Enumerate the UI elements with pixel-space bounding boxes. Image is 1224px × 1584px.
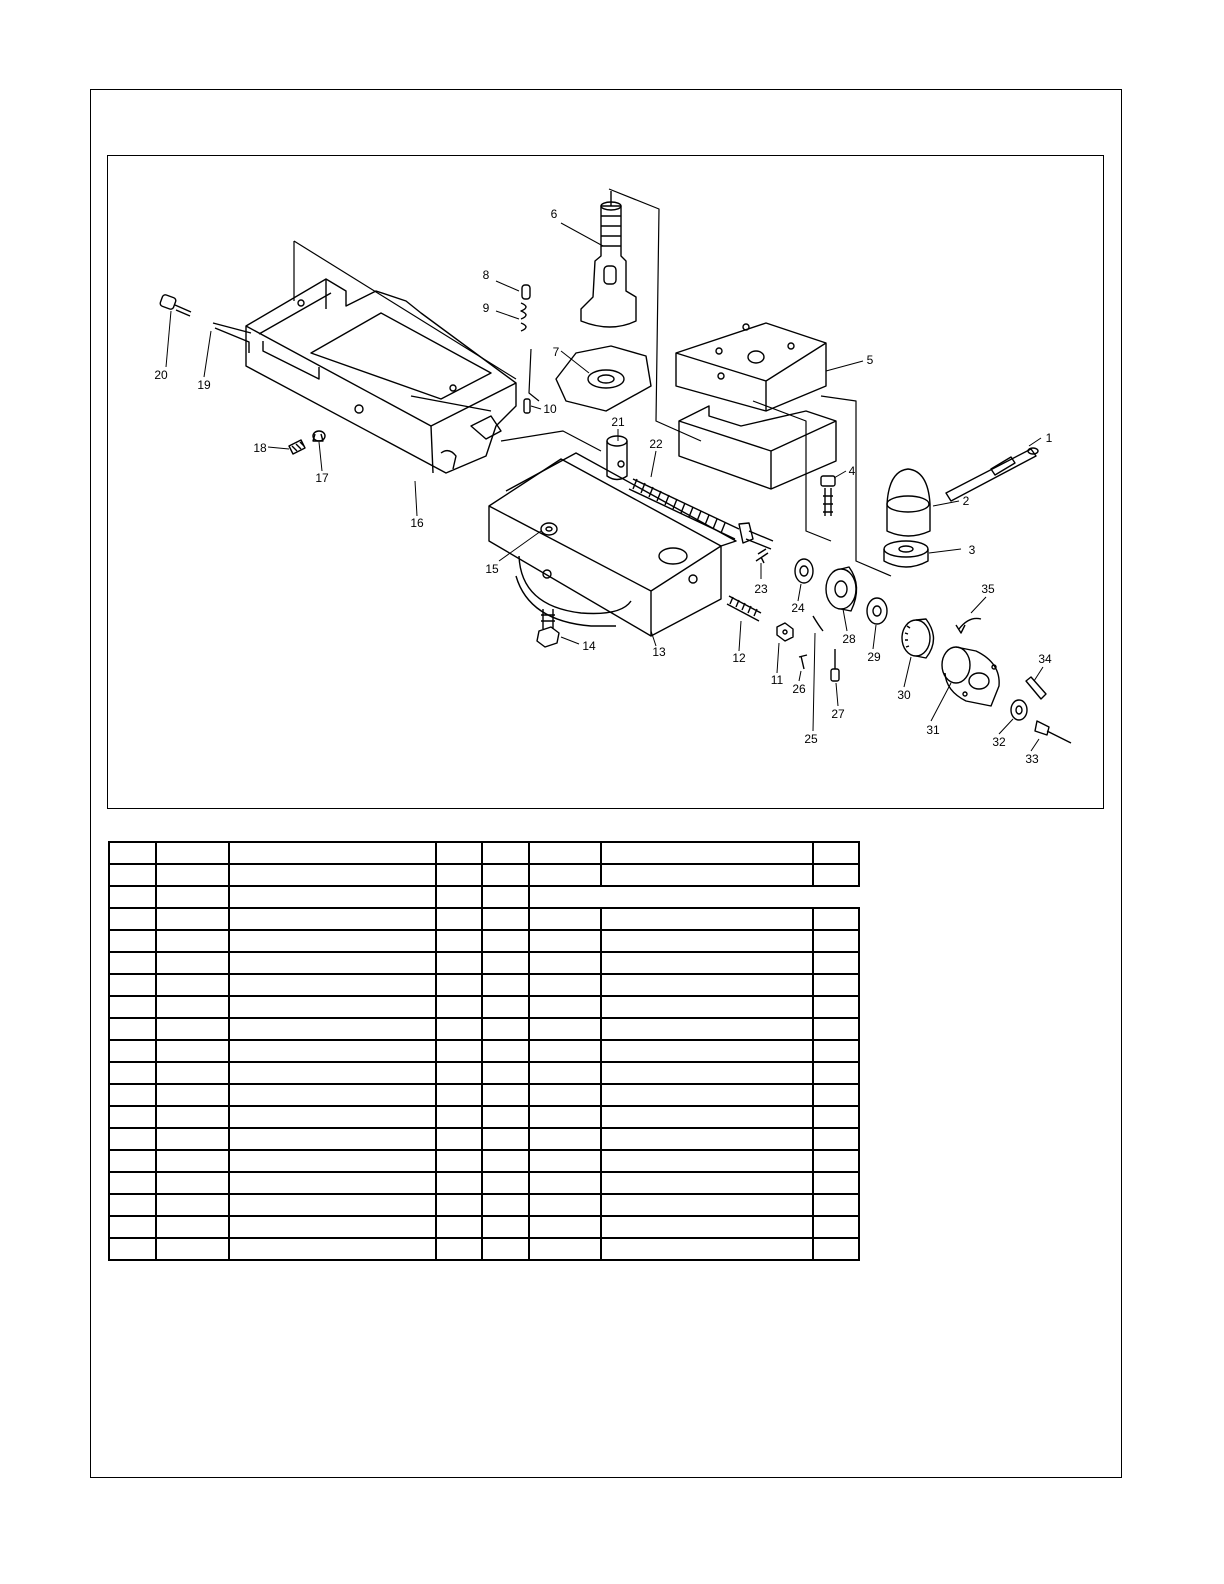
callout-20: 20 (154, 368, 168, 382)
table-cell (436, 886, 482, 908)
table-cell (482, 974, 529, 996)
table-cell (109, 1150, 156, 1172)
part-32-washer (1011, 700, 1027, 720)
table-cell (156, 908, 229, 930)
table-cell (482, 1040, 529, 1062)
table-row (109, 908, 859, 930)
table-row (109, 952, 859, 974)
table-cell (601, 1128, 813, 1150)
table-cell (436, 1040, 482, 1062)
table-cell (109, 1172, 156, 1194)
table-cell (229, 1040, 436, 1062)
table-cell (109, 864, 156, 886)
table-cell (813, 1128, 859, 1150)
table-cell (601, 1062, 813, 1084)
table-cell (156, 1106, 229, 1128)
table-cell (156, 1194, 229, 1216)
table-cell (813, 842, 859, 864)
table-cell (482, 996, 529, 1018)
table-cell (482, 886, 529, 908)
table-cell (109, 996, 156, 1018)
part-20-cap-screw (159, 294, 191, 316)
table-cell (529, 1216, 601, 1238)
table-cell (156, 1172, 229, 1194)
callout-34: 34 (1038, 652, 1052, 666)
table-cell (109, 1128, 156, 1150)
table-cell (156, 1062, 229, 1084)
table-cell (156, 864, 229, 886)
table-cell (156, 952, 229, 974)
part-22-leadscrew (629, 479, 773, 549)
callout-3: 3 (968, 543, 976, 557)
table-cell (601, 908, 813, 930)
table-cell (482, 908, 529, 930)
callout-10: 10 (543, 402, 557, 416)
callout-32: 32 (992, 735, 1006, 749)
table-row (109, 996, 859, 1018)
table-cell (229, 1128, 436, 1150)
table-cell (156, 1018, 229, 1040)
table-cell (156, 1238, 229, 1260)
callout-1: 1 (1045, 431, 1053, 445)
table-cell (436, 1194, 482, 1216)
table-cell (529, 842, 601, 864)
table-cell (529, 1040, 601, 1062)
table-cell (229, 886, 436, 908)
table-row (109, 1018, 859, 1040)
part-21-pin (607, 436, 627, 480)
callout-9: 9 (482, 301, 490, 315)
table-cell (156, 1084, 229, 1106)
table-cell (601, 1040, 813, 1062)
table-cell (229, 1238, 436, 1260)
part-1-handle (946, 448, 1038, 501)
part-15-nut (541, 523, 557, 535)
table-cell (229, 1172, 436, 1194)
table-cell (229, 1062, 436, 1084)
table-cell (482, 930, 529, 952)
part-8-9-pin-spring (521, 285, 530, 413)
table-cell (601, 1150, 813, 1172)
table-row (109, 886, 859, 908)
table-cell (529, 1106, 601, 1128)
table-cell (601, 886, 813, 908)
part-13-cross-slide (489, 453, 736, 636)
table-cell (813, 864, 859, 886)
table-cell (229, 1216, 436, 1238)
callout-6: 6 (550, 207, 558, 221)
part-12-gib-screw (727, 596, 761, 621)
callout-27: 27 (831, 707, 845, 721)
table-cell (109, 842, 156, 864)
table-cell (813, 996, 859, 1018)
table-cell (229, 1084, 436, 1106)
table-cell (229, 1106, 436, 1128)
table-cell (156, 842, 229, 864)
part-3-collar (884, 541, 928, 567)
callout-28: 28 (842, 632, 856, 646)
table-cell (436, 864, 482, 886)
part-2-knob (887, 469, 930, 536)
table-cell (436, 974, 482, 996)
table-cell (529, 1172, 601, 1194)
table-cell (436, 908, 482, 930)
table-cell (109, 908, 156, 930)
callout-30: 30 (897, 688, 911, 702)
table-cell (601, 974, 813, 996)
table-cell (109, 1106, 156, 1128)
part-14-bolt (537, 609, 559, 647)
table-cell (813, 930, 859, 952)
table-cell (436, 842, 482, 864)
callout-23: 23 (754, 582, 768, 596)
table-cell (229, 1150, 436, 1172)
table-cell (601, 1172, 813, 1194)
callout-5: 5 (866, 353, 874, 367)
table-cell (813, 1172, 859, 1194)
callout-17: 17 (315, 471, 329, 485)
table-cell (229, 1018, 436, 1040)
table-cell (529, 1128, 601, 1150)
table-cell (813, 974, 859, 996)
part-25-spring-pin (813, 616, 823, 631)
table-cell (156, 1216, 229, 1238)
callout-13: 13 (652, 645, 666, 659)
callout-25: 25 (804, 732, 818, 746)
callout-22: 22 (649, 437, 663, 451)
table-cell (482, 952, 529, 974)
table-row (109, 1128, 859, 1150)
table-cell (109, 1040, 156, 1062)
callout-8: 8 (482, 268, 490, 282)
parts-list-table (108, 841, 860, 1261)
callout-7: 7 (552, 345, 560, 359)
part-17-plunger (313, 431, 325, 441)
exploded-parts-diagram (107, 155, 1104, 809)
table-cell (156, 930, 229, 952)
table-cell (436, 1216, 482, 1238)
table-cell (436, 996, 482, 1018)
table-cell (482, 864, 529, 886)
table-cell (436, 930, 482, 952)
table-cell (482, 1062, 529, 1084)
table-cell (601, 1084, 813, 1106)
table-cell (482, 1150, 529, 1172)
part-5-tool-post (676, 323, 836, 489)
callout-14: 14 (582, 639, 596, 653)
table-cell (813, 908, 859, 930)
callout-15: 15 (485, 562, 499, 576)
table-row (109, 974, 859, 996)
part-30-dial (902, 619, 934, 658)
part-28-dial-bracket (826, 567, 857, 611)
callout-2: 2 (962, 494, 970, 508)
table-cell (601, 1216, 813, 1238)
table-cell (109, 974, 156, 996)
table-cell (156, 996, 229, 1018)
table-cell (229, 952, 436, 974)
table-cell (109, 1018, 156, 1040)
part-11-nut (777, 623, 793, 641)
assembly-guide-lines (294, 189, 891, 576)
rotation-arrow-35 (959, 618, 981, 629)
table-cell (529, 886, 601, 908)
table-cell (482, 1106, 529, 1128)
part-29-nut (867, 598, 887, 624)
table-cell (109, 1216, 156, 1238)
table-row (109, 1194, 859, 1216)
table-cell (482, 1084, 529, 1106)
table-cell (529, 864, 601, 886)
part-27-screw (831, 649, 839, 681)
table-cell (482, 842, 529, 864)
callout-31: 31 (926, 723, 940, 737)
table-cell (813, 1040, 859, 1062)
part-7-swivel-plate (556, 346, 651, 411)
table-cell (482, 1172, 529, 1194)
table-cell (156, 886, 229, 908)
table-cell (229, 864, 436, 886)
callout-labels (154, 207, 1052, 766)
table-cell (109, 930, 156, 952)
table-cell (436, 1172, 482, 1194)
table-cell (229, 930, 436, 952)
table-cell (436, 952, 482, 974)
table-cell (813, 1194, 859, 1216)
table-cell (529, 1018, 601, 1040)
table-cell (482, 1128, 529, 1150)
callout-21: 21 (611, 415, 625, 429)
table-cell (109, 1194, 156, 1216)
table-row (109, 1150, 859, 1172)
part-31-handwheel-hub (942, 647, 999, 706)
table-cell (109, 886, 156, 908)
table-cell (529, 930, 601, 952)
table-cell (529, 974, 601, 996)
table-row (109, 930, 859, 952)
part-23-key (756, 549, 768, 563)
table-cell (109, 1084, 156, 1106)
table-cell (601, 930, 813, 952)
table-cell (601, 842, 813, 864)
table-cell (813, 1238, 859, 1260)
table-cell (436, 1084, 482, 1106)
table-cell (482, 1238, 529, 1260)
table-cell (436, 1106, 482, 1128)
callout-19: 19 (197, 378, 211, 392)
table-cell (813, 1106, 859, 1128)
table-cell (229, 842, 436, 864)
callout-16: 16 (410, 516, 424, 530)
table-cell (601, 864, 813, 886)
table-cell (813, 952, 859, 974)
table-cell (601, 1194, 813, 1216)
table-cell (529, 1194, 601, 1216)
table-cell (229, 974, 436, 996)
table-cell (482, 1216, 529, 1238)
callout-4: 4 (848, 464, 856, 478)
table-cell (813, 1062, 859, 1084)
table-cell (601, 1018, 813, 1040)
table-cell (601, 1106, 813, 1128)
table-cell (436, 1128, 482, 1150)
callout-29: 29 (867, 650, 881, 664)
table-row (109, 1062, 859, 1084)
callout-18: 18 (253, 441, 267, 455)
exploded-view-drawing (108, 156, 1103, 808)
table-row (109, 1172, 859, 1194)
table-cell (601, 996, 813, 1018)
part-26-screw (799, 655, 807, 669)
table-cell (156, 974, 229, 996)
table-cell (436, 1238, 482, 1260)
table-cell (109, 1238, 156, 1260)
table-cell (529, 952, 601, 974)
table-cell (482, 1018, 529, 1040)
table-cell (229, 908, 436, 930)
table-cell (813, 886, 859, 908)
table-cell (156, 1150, 229, 1172)
callout-12: 12 (732, 651, 746, 665)
table-cell (813, 1216, 859, 1238)
callout-26: 26 (792, 682, 806, 696)
table-cell (436, 1062, 482, 1084)
table-cell (529, 1150, 601, 1172)
callout-33: 33 (1025, 752, 1039, 766)
table-cell (156, 1128, 229, 1150)
table-row (109, 1216, 859, 1238)
part-33-screw (1035, 721, 1071, 743)
table-row (109, 1238, 859, 1260)
part-24-bearing (795, 559, 813, 583)
table-cell (813, 1084, 859, 1106)
table-row (109, 1106, 859, 1128)
part-6-pivot-shaft (581, 191, 636, 327)
table-row (109, 842, 859, 864)
table-cell (436, 1150, 482, 1172)
table-cell (109, 1062, 156, 1084)
table-row (109, 1040, 859, 1062)
table-cell (436, 1018, 482, 1040)
table-cell (156, 1040, 229, 1062)
table-cell (529, 1062, 601, 1084)
callout-35: 35 (981, 582, 995, 596)
table-cell (229, 996, 436, 1018)
part-34-pin (1026, 677, 1046, 699)
table-cell (529, 1238, 601, 1260)
table-cell (601, 952, 813, 974)
table-cell (529, 1084, 601, 1106)
table-row (109, 1084, 859, 1106)
table-cell (529, 996, 601, 1018)
table-cell (109, 952, 156, 974)
table-cell (229, 1194, 436, 1216)
table-row (109, 864, 859, 886)
table-cell (529, 908, 601, 930)
table-cell (813, 1150, 859, 1172)
callout-11: 11 (770, 673, 784, 687)
table-cell (601, 1238, 813, 1260)
part-4-bolt (821, 476, 835, 516)
part-18-set-screw (289, 440, 305, 454)
callout-24: 24 (791, 601, 805, 615)
table-cell (482, 1194, 529, 1216)
table-cell (813, 1018, 859, 1040)
